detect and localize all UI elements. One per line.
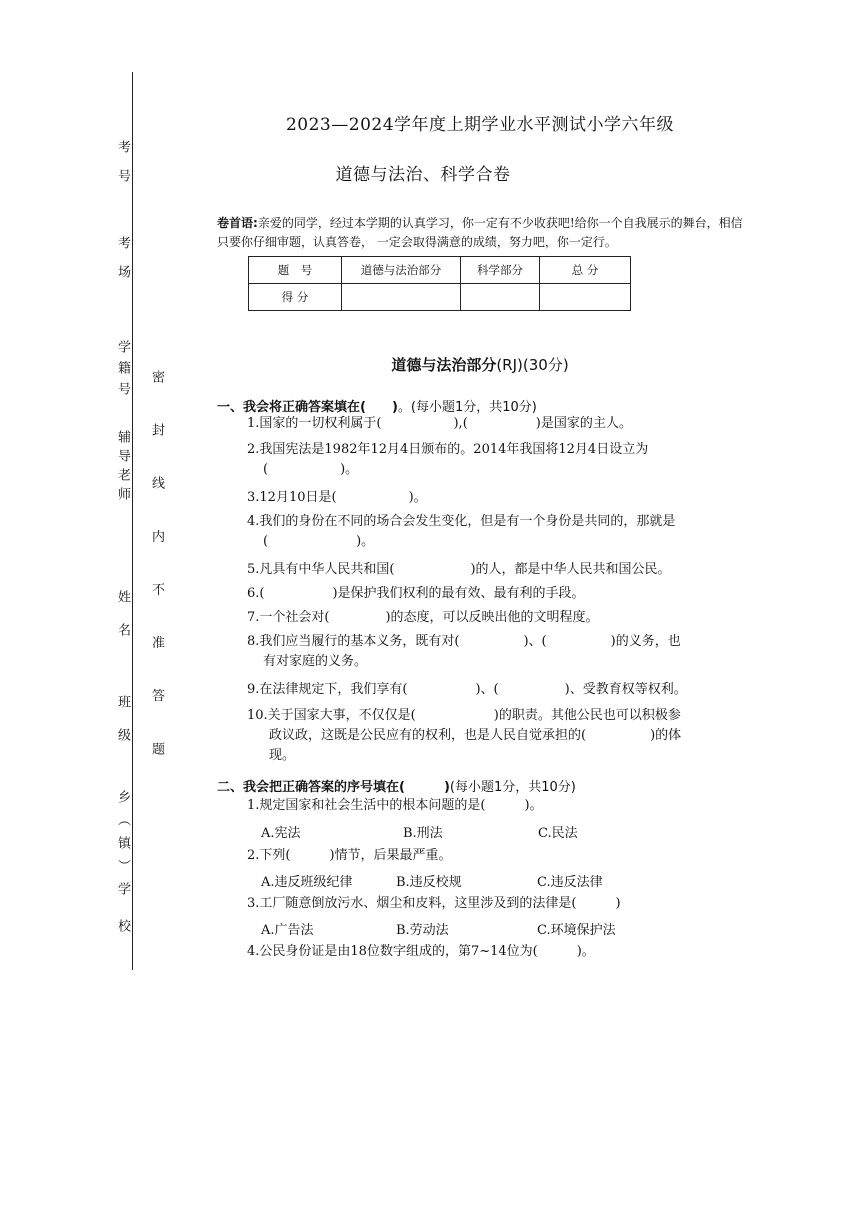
score-header-item: 题 号 [249, 257, 342, 284]
part2-q2: 2.下列( )情节，后果最严重。 [247, 848, 452, 863]
score-cell-science[interactable] [461, 284, 540, 311]
part1-q5: 5.凡具有中华人民共和国( )的人，都是中华人民共和国公民。 [247, 562, 671, 577]
part2-q4: 4.公民身份证是由18位数字组成的，第7~14位为( )。 [247, 944, 595, 959]
label-student-id: 学籍号 [115, 340, 130, 403]
score-table-header-row [249, 257, 631, 284]
label-exam-number: 考 号 [115, 140, 130, 189]
label-school: 乡（镇）学 校 [115, 790, 130, 943]
label-name: 姓 名 [115, 590, 130, 645]
score-header-morality: 道德与法治部分 [342, 257, 461, 284]
part1-q9: 9.在法律规定下，我们享有( )、( )、受教育权等权利。 [247, 682, 687, 697]
part2-q3-option-c: C.环境保护法 [537, 923, 616, 938]
part2-q2-option-c: C.违反法律 [537, 875, 603, 890]
label-exam-room: 考 场 [115, 236, 130, 285]
section-title: 道德与法治部分(RJ)(30分) [391, 356, 569, 374]
part1-q7: 7.一个社会对( )的态度，可以反映出他的文明程度。 [247, 610, 599, 625]
part2-q1: 1.规定国家和社会生活中的根本问题的是( )。 [247, 798, 543, 813]
score-cell-total[interactable] [540, 284, 631, 311]
label-class: 班 级 [115, 695, 130, 750]
part1-q10: 10.关于国家大事，不仅仅是( )的职责。其他公民也可以积极参 政议政，这既是公民应有的权利，也是人民自觉承担的( )的体 现。 [247, 708, 682, 763]
part1-heading: 一、我会将正确答案填在( )。(每小题1分，共10分) [217, 400, 537, 415]
part1-q2: 2.我国宪法是1982年12月4日颁布的。2014年我国将12月4日设立为 ( )。 [247, 442, 649, 477]
preface-text: 亲爱的同学，经过本学期的认真学习，你一定有不少收获吧!给你一个自我展示的舞台，相信只要你仔细审题，认真答卷， 一定会取得满意的成绩，努力吧，你一定行。 [217, 216, 743, 249]
part2-heading: 二、我会把正确答案的序号填在( )(每小题1分，共10分) [217, 780, 576, 795]
part2-q3: 3.工厂随意倒放污水、烟尘和皮料，这里涉及到的法律是( ) [247, 896, 621, 911]
part2-q3-option-a: A.广告法 [261, 923, 314, 938]
score-header-science: 科学部分 [461, 257, 540, 284]
label-tutor: 辅导老师 [115, 430, 130, 506]
part2-q1-option-c: C.民法 [538, 826, 578, 841]
seal-line-text: 密 封 线 内 不 准 答 题 [149, 370, 164, 773]
score-cell-morality[interactable] [342, 284, 461, 311]
part2-q1-option-a: A.宪法 [261, 826, 301, 841]
part1-q3: 3.12月10日是( )。 [247, 490, 427, 505]
binding-line [132, 72, 133, 970]
part2-q1-option-b: B.刑法 [403, 826, 443, 841]
part1-q4: 4.我们的身份在不同的场合会发生变化，但是有一个身份是共同的，那就是 ( )。 [247, 514, 676, 549]
preface [217, 214, 747, 252]
part2-q2-option-b: B.违反校规 [396, 875, 462, 890]
score-table-row [249, 284, 631, 311]
part1-q6: 6.( )是保护我们权利的最有效、最有利的手段。 [247, 586, 585, 601]
score-header-total: 总 分 [540, 257, 631, 284]
score-table [248, 256, 631, 311]
part2-q2-option-a: A.违反班级纪律 [261, 875, 353, 890]
part2-q3-option-b: B.劳动法 [396, 923, 449, 938]
preface-label: 卷首语: [217, 216, 258, 230]
exam-title: 2023—2024学年度上期学业水平测试小学六年级 [285, 115, 675, 135]
exam-subtitle: 道德与法治、科学合卷 [335, 165, 511, 185]
part1-q8: 8.我们应当履行的基本义务，既有对( )、( )的义务，也 有对家庭的义务。 [247, 634, 681, 669]
score-row-label: 得 分 [249, 284, 342, 311]
part1-q1: 1.国家的一切权利属于( ),( )是国家的主人。 [247, 416, 632, 431]
